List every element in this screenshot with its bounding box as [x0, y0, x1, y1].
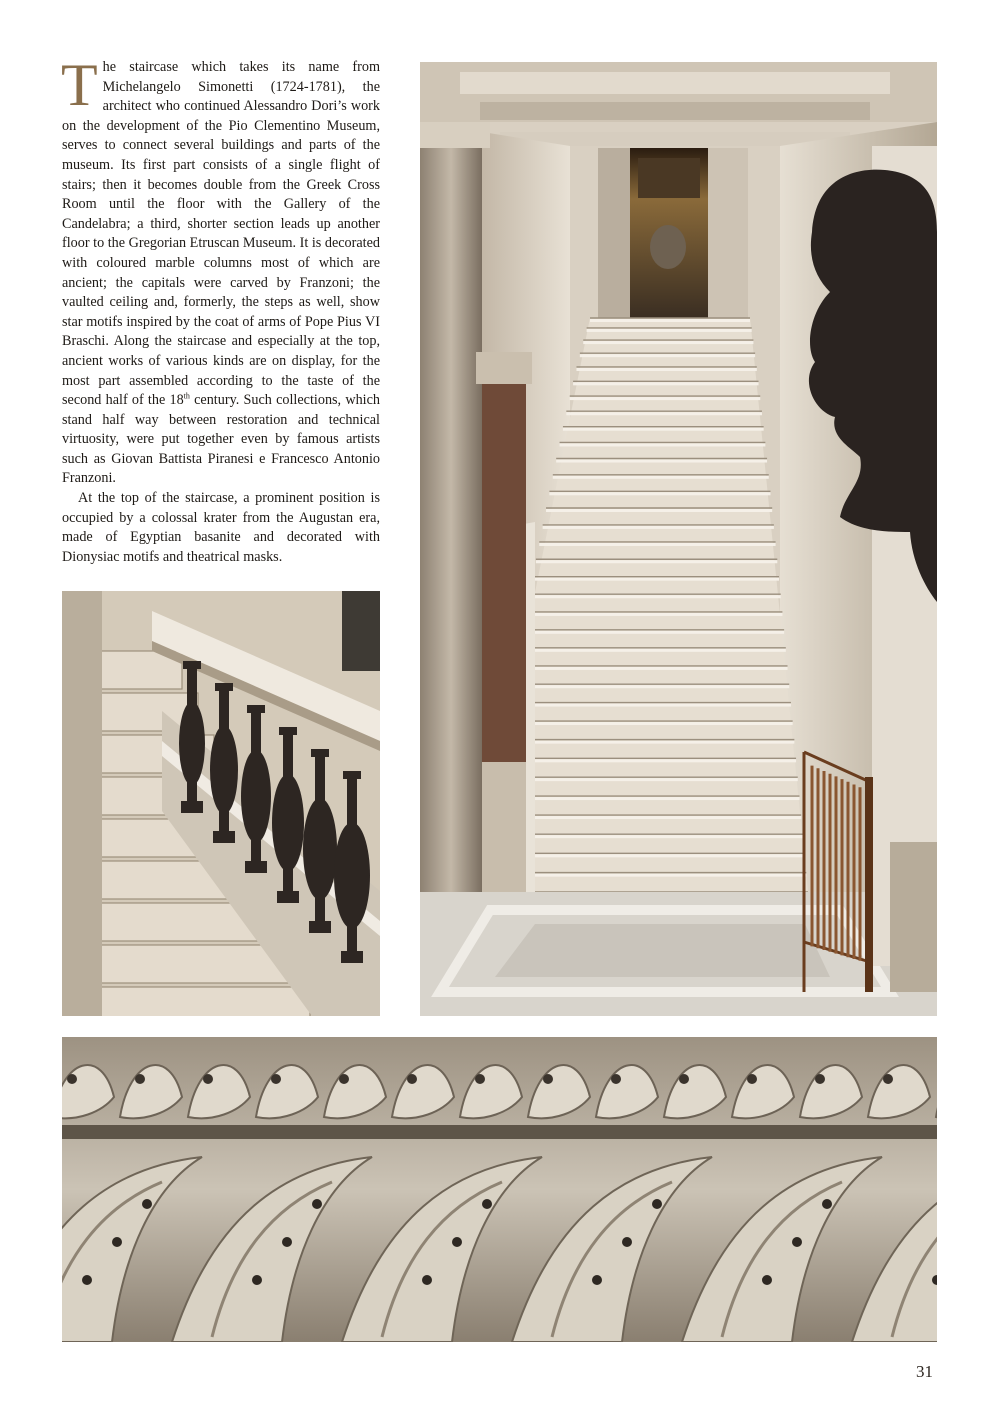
- page-number: 31: [916, 1362, 933, 1381]
- balustrade-photo: [62, 591, 380, 1016]
- acanthus-frieze-photo: [62, 1037, 937, 1342]
- drop-cap: T: [61, 52, 98, 118]
- paragraph-2: At the top of the staircase, a prominent position is occupied by a colossal krater from the Augustan era, made of Egyptian basanite and decorated with Dionysiac motifs and theatrical masks.: [62, 490, 380, 565]
- article-text: [61, 52, 380, 567]
- staircase-photo: [420, 62, 937, 1016]
- ordinal-suffix: th: [183, 391, 190, 401]
- paragraph-1-tail: century. Such collections, which stand half way between restoration and technical virtuosity, were put together even by famous artists such as Giovan Battista Piranesi e Francesco Antonio Franzoni.: [62, 392, 380, 487]
- paragraph-1-text: he staircase which takes its name from Michelangelo Simonetti (1724-1781), the architect who continued Alessandro Dori’s work on the development of the Pio Clementino Museum, serves to connect several buildings and parts of the museum. Its first part consists of a single flight of stairs; then it becomes double from the Greek Cross Room until the floor with the Gallery of the Candelabra; a third, shorter section leads up another floor to the Gregorian Etruscan Museum. It is decorated with coloured marble columns most of which are ancient; the capitals were carved by Franzoni; the vaulted ceiling and, formerly, the steps as well, show star motifs inspired by the coat of arms of Pope Pius VI Braschi. Along the staircase and especially at the top, ancient works of various kinds are on display, for the most part assembled according to the taste of the second half of the 18: [62, 59, 380, 409]
- paragraph-1: [61, 52, 380, 489]
